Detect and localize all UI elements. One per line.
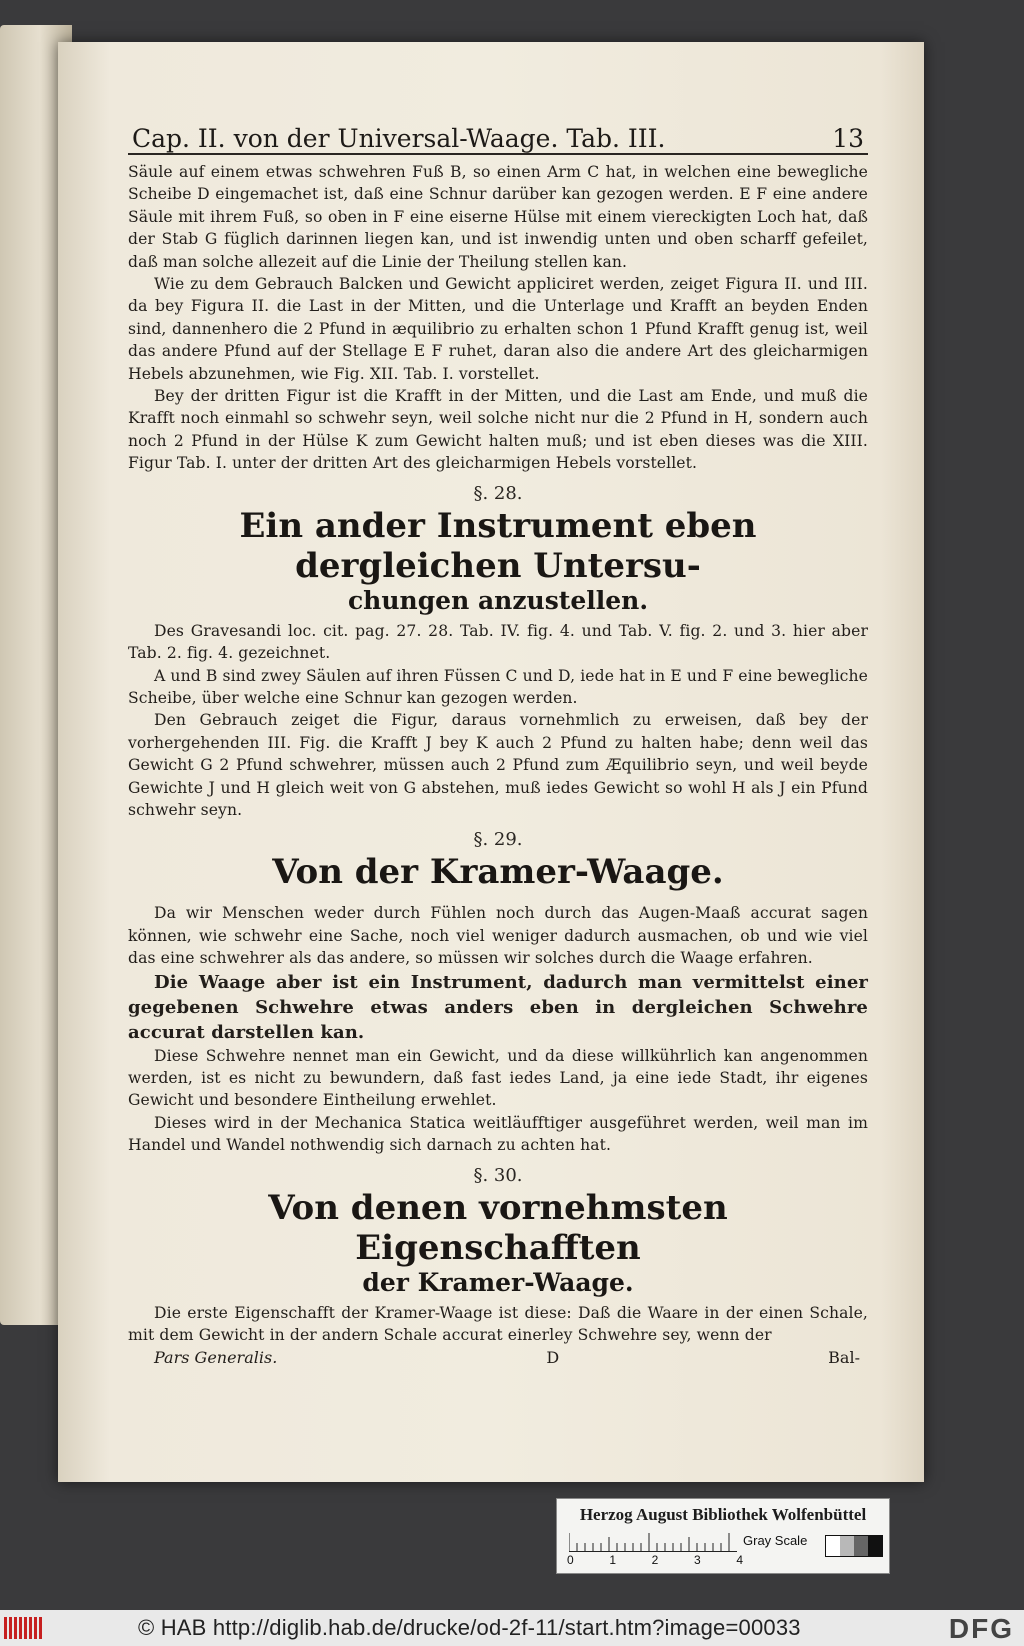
intro-paragraph-1: Säule auf einem etwas schwehren Fuß B, so einen Arm C hat, in welchen eine bewegliche Scheibe D eingemachet ist, daß eine Schnur darüber kan gezogen werden. E F eine andere Säule mit ihrem Fuß, so oben in F eine eiserne Hülse mit einem viereckigten Loch hat, daß der Stab G füglich darinnen liegen kan, und ist inwendig unten und oben scharff gefeilet, daß man solche allezeit auf die Linie der Theilung stellen kan.	[128, 163, 868, 271]
running-head-title: Cap. II. von der Universal-Waage. Tab. III.	[132, 124, 666, 153]
gray-scale-swatch	[825, 1535, 883, 1557]
dfg-logo: DFG	[948, 1613, 1014, 1644]
section-28-paragraph-2: A und B sind zwey Säulen auf ihren Füssen C und D, iede hat in E und F eine bewegliche Scheibe, über welche eine Schnur kan gezogen werden.	[128, 666, 868, 707]
section-28-paragraph-3: Den Gebrauch zeiget die Figur, daraus vornehmlich zu erweisen, daß bey der vorhergehenden III. Fig. die Krafft J bey K auch 2 Pfund zu halten habe; denn weil das Gewicht G 2 Pfund schwehrer, müssen auch 2 Pfund zum Æquilibrio seyn, und weil beyde Gewichte J und H gleich weit von G abstehen, muß iedes Gewicht so wohl H als J ein Pfund schwehr seyn.	[128, 711, 868, 819]
section-29-paragraph-4: Dieses wird in der Mechanica Statica weitläufftiger ausgeführet werden, weil man im Handel und Wandel nothwendig sich darnach zu achten hat.	[128, 1113, 868, 1155]
running-head	[128, 124, 868, 155]
section-29-paragraph-3: Diese Schwehre nennet man ein Gewicht, und da diese willkührlich kan angenommen werden, ist es nicht zu bewundern, daß fast iedes Land, ja eine iede Stadt, ihr eigenes Gewicht und besondere Eintheilung erwehlet.	[128, 1046, 868, 1110]
measurement-ruler	[569, 1533, 737, 1552]
section-29-paragraph-2: Die Waage aber ist ein Instrument, dadurch man vermittelst einer gegebenen Schwehre etwas anders eben in dergleichen Schwehre accurat darstellen kan.	[128, 971, 868, 1043]
section-subtitle-30: der Kramer-Waage.	[362, 1267, 634, 1297]
section-title-30: Von denen vornehmsten Eigenschafften	[268, 1187, 728, 1268]
hab-logo-icon	[4, 1614, 48, 1642]
section-number-30: §. 30.	[473, 1164, 523, 1186]
signature-left: Pars Generalis.	[154, 1348, 278, 1368]
ruler-ticks	[569, 1533, 737, 1551]
section-number-28: §. 28.	[473, 482, 523, 504]
ruler-number: 3	[693, 1553, 701, 1567]
section-title-28: Ein ander Instrument eben dergleichen Untersu-	[239, 505, 757, 586]
catchword: Bal-	[828, 1348, 860, 1368]
ruler-number: 0	[567, 1553, 574, 1567]
copyright-url[interactable]: © HAB http://diglib.hab.de/drucke/od-2f-11/start.htm?image=00033	[138, 1615, 801, 1640]
viewer-footer-bar	[0, 1610, 1024, 1646]
signature-mark: D	[546, 1348, 560, 1368]
section-title-29: Von der Kramer-Waage.	[272, 852, 724, 893]
section-subtitle-28: chungen anzustellen.	[347, 585, 649, 615]
ruler-numbers	[567, 1553, 743, 1567]
library-label-title: Herzog August Bibliothek Wolfenbüttel	[579, 1505, 867, 1524]
intro-paragraph-2: Wie zu dem Gebrauch Balcken und Gewicht appliciret werden, zeiget Figura II. und III. da bey Figura II. die Last in der Mitten, und die Unterlage und Krafft an beyden Enden sind, dannenhero die 2 Pfund in æquilibrio zu erhalten schon 1 Pfund Krafft genug ist, weil das andere Pfund auf der Stellage E F ruhet, daran also die andere Art des gleicharmigen Hebels abzunehmen, wie Fig. XII. Tab. I. vorstellet.	[128, 275, 868, 383]
section-30-paragraph-1: Die erste Eigenschafft der Kramer-Waage ist diese: Daß die Waare in der einen Schale, mit dem Gewicht in der andern Schale accurat einerley Schwehre sey, wenn der	[128, 1303, 868, 1344]
book-page	[58, 42, 924, 1482]
intro-paragraph-3: Bey der dritten Figur ist die Krafft in der Mitten, und die Last am Ende, und muß die Krafft noch einmahl so schwehr seyn, weil solche nicht nur die 2 Pfund in H, sondern auch noch 2 Pfund in der Hülse K zum Gewicht halten muß; und ist eben dieses was die XIII. Figur Tab. I. unter der dritten Art des gleicharmigen Hebels vorstellet.	[128, 387, 868, 473]
gray-scale-label: Gray Scale	[743, 1533, 808, 1548]
ruler-number: 4	[736, 1553, 743, 1567]
section-29-paragraph-1: Da wir Menschen weder durch Fühlen noch durch das Augen-Maaß accurat sagen können, wie schwehr eine Sache, noch viel weniger dadurch ausmachen, ob und wie viel das eine schwehrer als das andere, so müssen wir solches durch die Waage erfahren.	[128, 904, 868, 968]
page-content	[128, 124, 868, 1367]
section-28-paragraph-1: Des Gravesandi loc. cit. pag. 27. 28. Tab. IV. fig. 4. und Tab. V. fig. 2. und 3. hier aber Tab. 2. fig. 4. gezeichnet.	[128, 621, 868, 663]
page-number: 13	[832, 124, 864, 153]
library-label	[556, 1498, 890, 1574]
section-number-29: §. 29.	[473, 829, 523, 851]
ruler-number: 1	[609, 1553, 617, 1567]
page-footer	[128, 1348, 868, 1367]
ruler-number: 2	[651, 1553, 659, 1567]
